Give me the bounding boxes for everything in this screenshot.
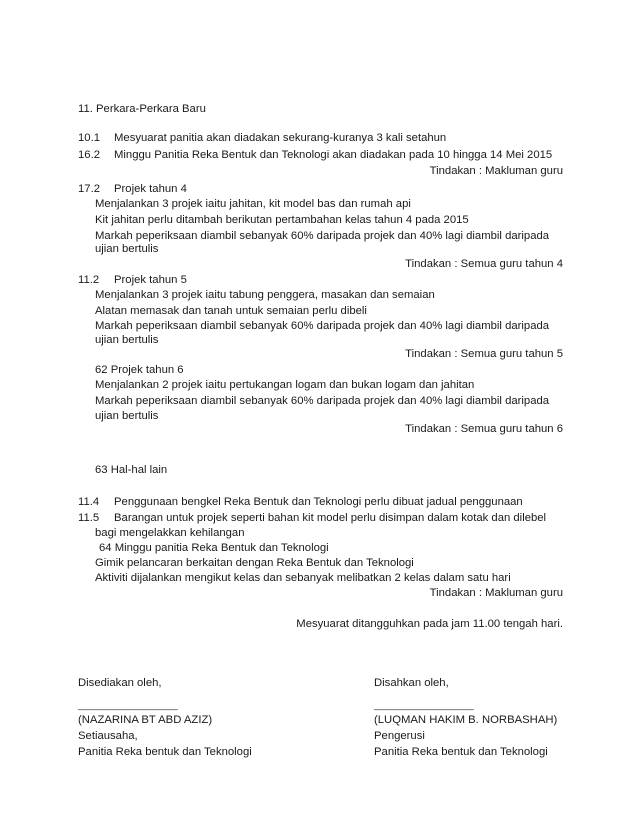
closing-statement: Mesyuarat ditangguhkan pada jam 11.00 tengah hari. [296,618,563,630]
signatory-name: (LUQMAN HAKIM B. NORBASHAH) [374,714,558,726]
item-title: Projek tahun 4 [114,183,187,195]
item-line: ujian bertulis [95,410,159,422]
item-line: bagi mengelakkan kehilangan [95,527,245,539]
signature-line: ______________________ [78,700,178,710]
item-line: Gimik pelancaran berkaitan dengan Reka Bentuk dan Teknologi [95,557,414,569]
item-line: ujian bertulis [95,243,159,255]
item-number: 11.2 [78,274,100,286]
signatory-org: Panitia Reka bentuk dan Teknologi [78,746,252,758]
signature-line: ______________________ [374,700,474,710]
item-number: 17.2 [78,183,100,195]
section-heading: 11. Perkara-Perkara Baru [78,103,206,115]
item-text: Penggunaan bengkel Reka Bentuk dan Teknologi perlu dibuat jadual penggunaan [114,496,523,508]
item-title: 64 Minggu panitia Reka Bentuk dan Teknologi [99,542,329,554]
signature-label: Disahkan oleh, [374,677,449,689]
item-line: Kit jahitan perlu ditambah berikutan pertambahan kelas tahun 4 pada 2015 [95,214,469,226]
signature-label: Disediakan oleh, [78,677,162,689]
signatory-role: Pengerusi [374,730,425,742]
item-line: Menjalankan 2 projek iaitu pertukangan logam dan bukan logam dan jahitan [95,379,475,391]
item-text: Minggu Panitia Reka Bentuk dan Teknologi akan diadakan pada 10 hingga 14 Mei 2015 [114,149,553,161]
action-note: Tindakan : Semua guru tahun 4 [405,258,563,270]
item-line: ujian bertulis [95,334,159,346]
signatory-role: Setiausaha, [78,730,138,742]
item-line: Menjalankan 3 projek iaitu jahitan, kit model bas dan rumah api [95,198,411,210]
item-number: 10.1 [78,132,100,144]
action-note: Tindakan : Makluman guru [429,165,563,177]
action-note: Tindakan : Semua guru tahun 6 [405,423,563,435]
item-line: Alatan memasak dan tanah untuk semaian perlu dibeli [95,305,367,317]
item-title: 62 Projek tahun 6 [95,364,184,376]
action-note: Tindakan : Makluman guru [429,587,563,599]
item-title: Projek tahun 5 [114,274,187,286]
item-text: Barangan untuk projek seperti bahan kit model perlu disimpan dalam kotak dan dilebel [114,512,547,524]
item-number: 11.5 [78,512,100,524]
item-line: Aktiviti dijalankan mengikut kelas dan sebanyak melibatkan 2 kelas dalam satu hari [95,572,511,584]
signatory-name: (NAZARINA BT ABD AZIZ) [78,714,213,726]
item-text: Mesyuarat panitia akan diadakan sekurang-kuranya 3 kali setahun [114,132,447,144]
item-number: 11.4 [78,496,100,508]
item-title: 63 Hal-hal lain [95,464,168,476]
item-line: Markah peperiksaan diambil sebanyak 60% daripada projek dan 40% lagi diambil daripada [95,230,550,242]
item-line: Markah peperiksaan diambil sebanyak 60% daripada projek dan 40% lagi diambil daripada [95,320,550,332]
action-note: Tindakan : Semua guru tahun 5 [405,348,563,360]
item-number: 16.2 [78,149,100,161]
item-line: Markah peperiksaan diambil sebanyak 60% daripada projek dan 40% lagi diambil daripada [95,395,550,407]
item-line: Menjalankan 3 projek iaitu tabung penggera, masakan dan semaian [95,289,435,301]
signatory-org: Panitia Reka bentuk dan Teknologi [374,746,548,758]
